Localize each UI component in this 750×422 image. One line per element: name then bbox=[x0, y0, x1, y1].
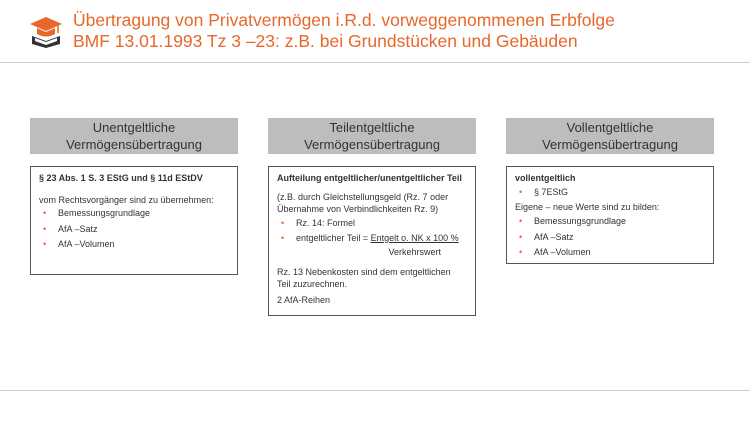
bullet-list bbox=[277, 216, 467, 257]
content-box-unentgeltlich bbox=[30, 166, 238, 275]
page-title bbox=[73, 10, 615, 52]
column-header-line: Unentgeltliche bbox=[92, 120, 176, 135]
formula-numerator: Entgelt o. NK x 100 % bbox=[370, 233, 459, 243]
box-footer: Rz. 13 Nebenkosten sind dem entgeltlichen bbox=[277, 266, 451, 277]
box-lead: Aufteilung entgeltlicher/unentgeltlicher Teil bbox=[277, 173, 462, 183]
column-header-line: Vermögensübertragung bbox=[542, 137, 678, 152]
title-line-2: BMF 13.01.1993 Tz 3 –23: z.B. bei Grundstücken und Gebäuden bbox=[73, 31, 578, 51]
column-header-vollentgeltlich bbox=[506, 118, 714, 154]
box-footer: Teil zuzurechnen. bbox=[277, 279, 348, 289]
box-note: (z.B. durch Gleichstellungsgeld (Rz. 7 oder bbox=[277, 191, 449, 202]
content-box-teilentgeltlich bbox=[268, 166, 476, 316]
bullet-list bbox=[515, 214, 705, 261]
column-header-unentgeltlich bbox=[30, 118, 238, 154]
list-item: • § 7EStG bbox=[519, 186, 569, 197]
content-box-vollentgeltlich bbox=[506, 166, 714, 264]
list-item: • AfA –Satz bbox=[43, 223, 98, 234]
box-footer: 2 AfA-Reihen bbox=[277, 294, 331, 305]
formula-denominator: Verkehrswert bbox=[388, 246, 441, 257]
column-header-line: Vollentgeltliche bbox=[566, 120, 654, 135]
list-item-formula: • entgeltlicher Teil = Entgelt o. NK x 100 % Verkehrswert bbox=[277, 231, 467, 257]
bullet-list bbox=[515, 185, 705, 201]
list-item: • Bemessungsgrundlage bbox=[43, 208, 151, 218]
box-lead: § 23 Abs. 1 S. 3 EStG und § 11d EStDV bbox=[39, 173, 203, 183]
column-header-teilentgeltlich bbox=[268, 118, 476, 154]
box-note: Übernahme von Verbindlichkeiten Rz. 9) bbox=[277, 204, 439, 214]
column-header-line: Vermögensübertragung bbox=[304, 137, 440, 152]
list-item: • AfA –Satz bbox=[519, 231, 574, 242]
box-intro: vom Rechtsvorgänger sind zu übernehmen: bbox=[39, 194, 214, 205]
footer-divider bbox=[0, 390, 750, 391]
graduation-cap-book-icon bbox=[28, 14, 64, 48]
box-intro: Eigene – neue Werte sind zu bilden: bbox=[515, 202, 660, 212]
box-lead: vollentgeltlich bbox=[515, 173, 576, 183]
column-header-line: Teilentgeltliche bbox=[329, 120, 415, 135]
header-divider bbox=[0, 62, 750, 63]
header bbox=[0, 0, 750, 62]
list-item: • Bemessungsgrundlage bbox=[519, 216, 627, 226]
column-header-line: Vermögensübertragung bbox=[66, 137, 202, 152]
title-line-1: Übertragung von Privatvermögen i.R.d. vorweggenommenen Erbfolge bbox=[73, 10, 615, 30]
bullet-list bbox=[39, 206, 229, 253]
list-item: • AfA –Volumen bbox=[519, 247, 591, 257]
list-item: • Rz. 14: Formel bbox=[281, 217, 356, 228]
list-item: • AfA –Volumen bbox=[43, 239, 115, 249]
